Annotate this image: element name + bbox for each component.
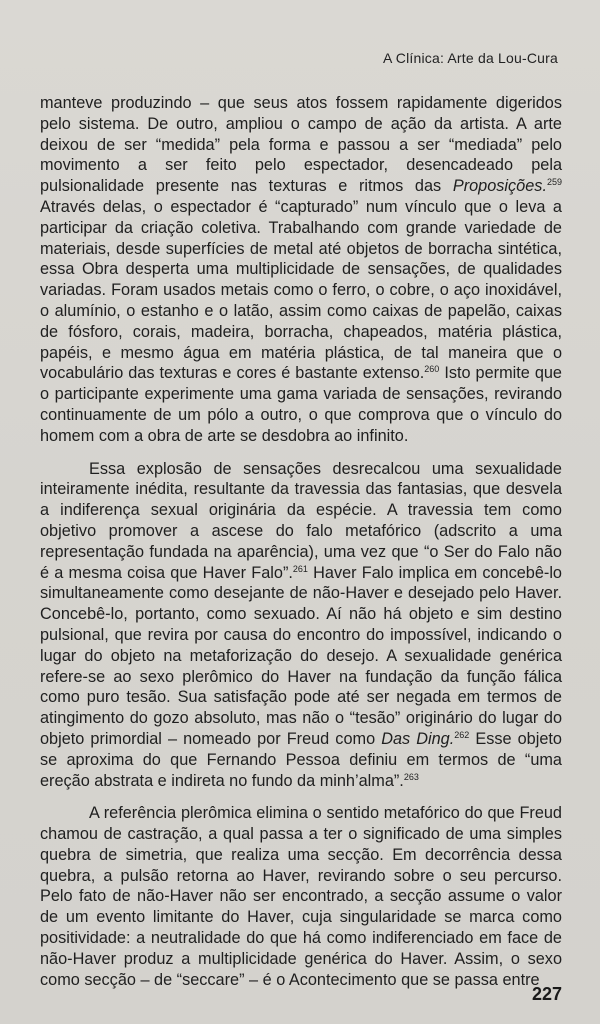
text-run: Esse objeto se aproxima do que Fernando Pessoa definiu em termos de “uma ereção abstrata e indireta no fundo da minh’alma”. bbox=[40, 729, 562, 790]
footnote-ref: 263 bbox=[403, 771, 419, 782]
text-run: A referência plerômica elimina o sentido metafórico do que Freud chamou de castração, a qual passa a ter o significado de uma simples quebra de simetria, que realiza uma secção. Em decorrência dessa quebra, a pulsão retorna ao Haver, revirando sobre o seu percurso. Pelo fato de não-Haver não ser encontrado, a secção assume o valor de um evento limitante do Haver, cuja singularidade se marca como positividade: a neutralidade do que há como indiferenciado em face de não-Haver produz a multiplicidade genérica do Haver. Assim, o sexo como secção – de “seccare” – é o Acontecimento que se passa entre bbox=[40, 804, 562, 989]
footnote-ref: 260 bbox=[424, 364, 440, 375]
text-run: manteve produzindo – que seus atos fossem rapidamente digeridos pelo sistema. De outro, ampliou o campo de ação da artista. A arte deixou de ser “medida” pela forma e passou a ser “mediada” pelo movimento a ser feito pelo espectador, desencadeado pela pulsionalidade presente nas texturas e ritmos das bbox=[40, 94, 562, 196]
text-run: Através delas, o espectador é “capturado” num vínculo que o leva a participar da criação coletiva. Trabalhando com grande variedade de materiais, desde superfícies de metal até objetos de borracha sintética, essa Obra desperta uma multiplicidade de sensações, de qualidades variadas. Foram usados metais como o ferro, o cobre, o aço inoxidável, o alumínio, o estanho e o latão, assim como caixas de papelão, caixas de fósforo, corais, madeira, borracha, chapeados, matéria plástica, papéis, e mesmo água em matéria plástica, de tal maneira que o vocabulário das texturas e cores é bastante extenso. bbox=[40, 197, 562, 383]
italic-text: Proposições bbox=[452, 177, 543, 196]
footnote-ref: 261 bbox=[292, 563, 308, 574]
body-text bbox=[40, 93, 562, 990]
footnote-ref: 262 bbox=[454, 729, 470, 740]
italic-text: Das Ding bbox=[381, 729, 450, 748]
footnote-ref: 259 bbox=[546, 177, 562, 188]
text-run: Haver Falo implica em concebê-lo simultaneamente como desejante de não-Haver e desejado pelo Haver. Concebê-lo, portanto, como sexuado. Aí não há objeto e sim destino pulsional, que revira por causa do encontro do impossível, indicando o lugar do objeto na metaforização do desejo. A sexualidade genérica refere-se ao sexo plerômico do Haver na fundação da função fálica como puro tesão. Sua satisfação pode até ser negada em termos de atingimento do gozo absoluto, mas não o “tesão” originário do lugar do objeto primordial – nomeado por Freud como bbox=[40, 563, 562, 748]
text-run: Essa explosão de sensações desrecalcou uma sexualidade inteiramente inédita, resultante da travessia das fantasias, que desvela a indiferença sexual originária da espécie. A travessia tem como objetivo promover a ascese do falo metafórico (adscrito a uma representação fundada na aparência), uma vez que “o Ser do Falo não é a mesma coisa que Haver Falo”. bbox=[40, 459, 562, 582]
text-run: Isto permite que o participante experimente uma gama variada de sensações, revirando continuamente de um pólo a outro, o que comprova que o vínculo do homem com a obra de arte se desdobra ao infinito. bbox=[40, 364, 562, 445]
italic-text: . bbox=[449, 729, 455, 748]
paragraph bbox=[40, 93, 562, 447]
paragraph bbox=[40, 803, 562, 990]
running-header: A Clínica: Arte da Lou-Cura bbox=[382, 50, 558, 66]
paragraph bbox=[40, 459, 562, 792]
italic-text: . bbox=[542, 177, 547, 196]
page-number: 227 bbox=[531, 984, 562, 1004]
